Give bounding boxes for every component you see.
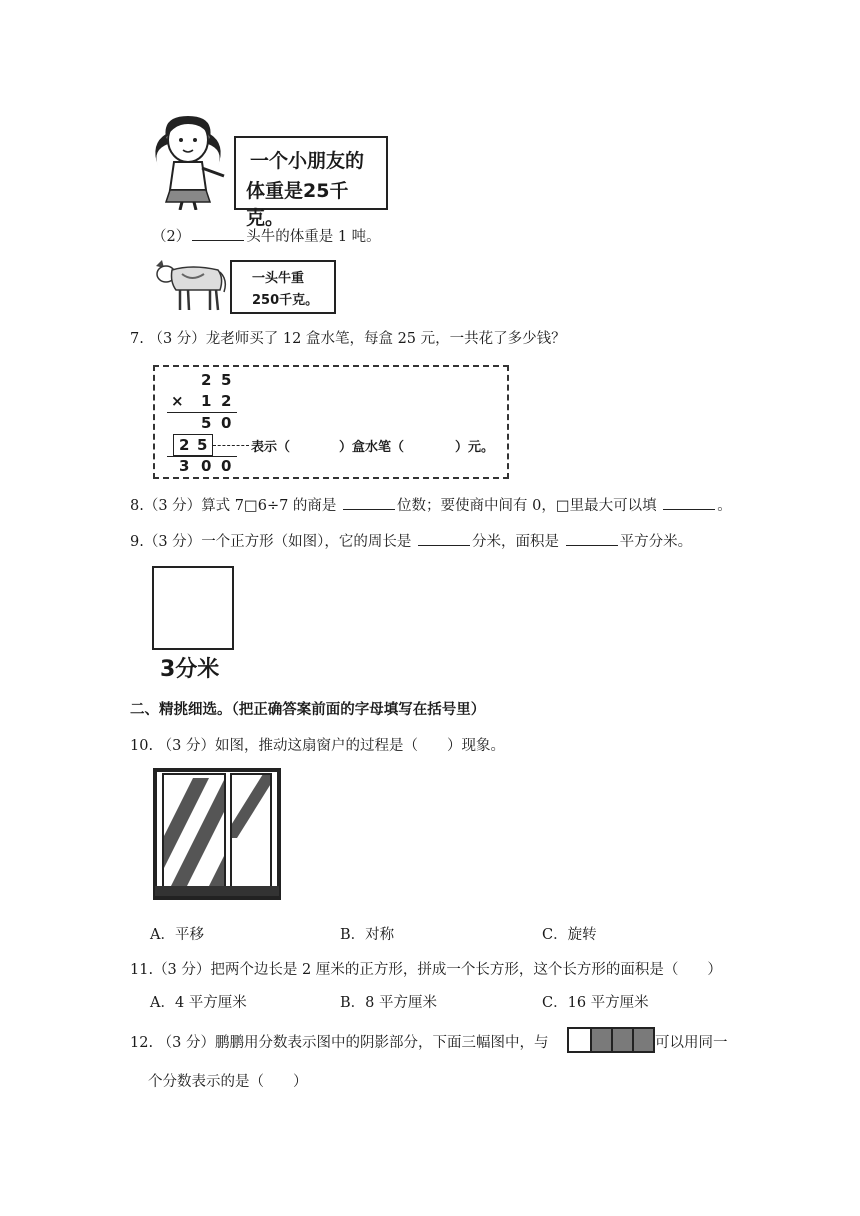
q10-option-c[interactable]: C．旋转 (542, 927, 597, 943)
girl-illustration (148, 110, 230, 210)
fraction-cell-empty (569, 1029, 592, 1051)
q11-option-a[interactable]: A．4 平方厘米 (150, 995, 247, 1011)
q8-score: （3 分） (143, 498, 202, 514)
q11-score: （3 分） (153, 962, 211, 978)
answer-blank[interactable] (418, 531, 470, 546)
q11-text: 把两个边长是 2 厘米的正方形，拼成一个长方形，这个长方形的面积是（ ） (210, 962, 722, 978)
question-6-part-2 (152, 225, 381, 246)
section-2-heading: 二、精挑细选。（把正确答案前面的字母填写在括号里） (130, 701, 486, 718)
q11-number: 11. (130, 962, 154, 978)
answer-blank[interactable] (663, 495, 715, 510)
answer-blank[interactable] (192, 226, 244, 241)
mult-times-sign: × (171, 392, 184, 410)
window-figure (153, 768, 281, 900)
answer-blank[interactable] (566, 531, 618, 546)
mult-digit: 0 (201, 457, 212, 475)
fraction-cell-shaded (592, 1029, 613, 1051)
q8-number: 8. (130, 498, 144, 514)
q12-text-a: 鹏鹏用分数表示图中的阴影部分，下面三幅图中，与 (215, 1035, 549, 1051)
cow-sign-line1: 一头牛重 (252, 271, 305, 286)
q12-number: 12. (130, 1035, 154, 1051)
cow-illustration (152, 256, 228, 312)
question-12 (130, 1031, 549, 1052)
mult-digit: 5 (221, 371, 232, 389)
square-label: 3分米 (160, 657, 220, 682)
q10-score: （3 分） (157, 738, 216, 754)
cow-sign-box (230, 260, 336, 314)
mult-digit: 2 (201, 371, 212, 389)
mult-digit: 1 (201, 392, 212, 410)
mult-digit: 5 (201, 414, 212, 432)
mult-rule (167, 412, 237, 413)
mult-digit: 2 (179, 436, 190, 454)
q9-text-c: 平方分米。 (619, 534, 693, 550)
q7-number: 7. (130, 331, 144, 347)
q9-text-b: 分米，面积是 (472, 534, 560, 550)
q10-option-a[interactable]: A．平移 (150, 927, 204, 943)
mult-pointer-line (213, 445, 249, 446)
girl-sign-line1: 一个小朋友的 (250, 150, 365, 172)
mult-digit: 5 (197, 436, 208, 454)
mult-digit: 0 (221, 457, 232, 475)
q7-score: （3 分） (148, 331, 206, 347)
square-shape (152, 566, 234, 650)
question-9 (130, 530, 692, 551)
q6-2-text: 头牛的体重是 1 吨。 (246, 229, 381, 245)
question-8 (130, 494, 732, 515)
q9-number: 9. (130, 534, 144, 550)
q10-option-b[interactable]: B．对称 (340, 927, 395, 943)
q7-text: 龙老师买了 12 盒水笔，每盒 25 元，一共花了多少钱？ (205, 331, 566, 347)
mult-annotation-a: 表示（ (251, 440, 291, 455)
q12-score: （3 分） (157, 1035, 216, 1051)
answer-blank[interactable] (343, 495, 395, 510)
q11-option-c[interactable]: C．16 平方厘米 (542, 995, 649, 1011)
question-11 (130, 958, 722, 979)
girl-sign-line2: 体重是25千克。 (246, 180, 349, 229)
mult-digit: 2 (221, 392, 232, 410)
question-10 (130, 734, 505, 755)
square-figure (152, 566, 234, 681)
q11-option-b[interactable]: B．8 平方厘米 (340, 995, 437, 1011)
mult-annotation-c: ）元。 (455, 440, 495, 455)
question-7 (130, 327, 566, 348)
girl-sign-box (234, 136, 388, 229)
cow-sign-line2: 250千克。 (252, 293, 319, 308)
mult-annotation-b: ）盒水笔（ (339, 440, 405, 455)
fraction-cell-shaded (613, 1029, 634, 1051)
q10-number: 10. (130, 738, 154, 754)
q10-text: 如图，推动这扇窗户的过程是（ ）现象。 (215, 738, 506, 754)
q9-text-a: 一个正方形（如图），它的周长是 (201, 534, 412, 550)
q12-text-c: 个分数表示的是（ ） (148, 1074, 308, 1090)
q8-text-b: 位数；要使商中间有 0，□里最大可以填 (397, 498, 657, 514)
girl-figure (148, 110, 388, 229)
q6-2-prefix: （2） (152, 229, 191, 245)
cow-figure (152, 256, 337, 314)
fraction-cell-shaded (634, 1029, 653, 1051)
q9-score: （3 分） (143, 534, 202, 550)
fraction-bar-figure (567, 1027, 655, 1053)
multiplication-figure (153, 365, 509, 479)
q8-text-c: 。 (717, 498, 732, 514)
q12-text-b: 可以用同一 (655, 1035, 728, 1051)
mult-digit: 0 (221, 414, 232, 432)
q8-text-a: 算式 7□6÷7 的商是 (201, 498, 337, 514)
mult-digit: 3 (179, 457, 190, 475)
